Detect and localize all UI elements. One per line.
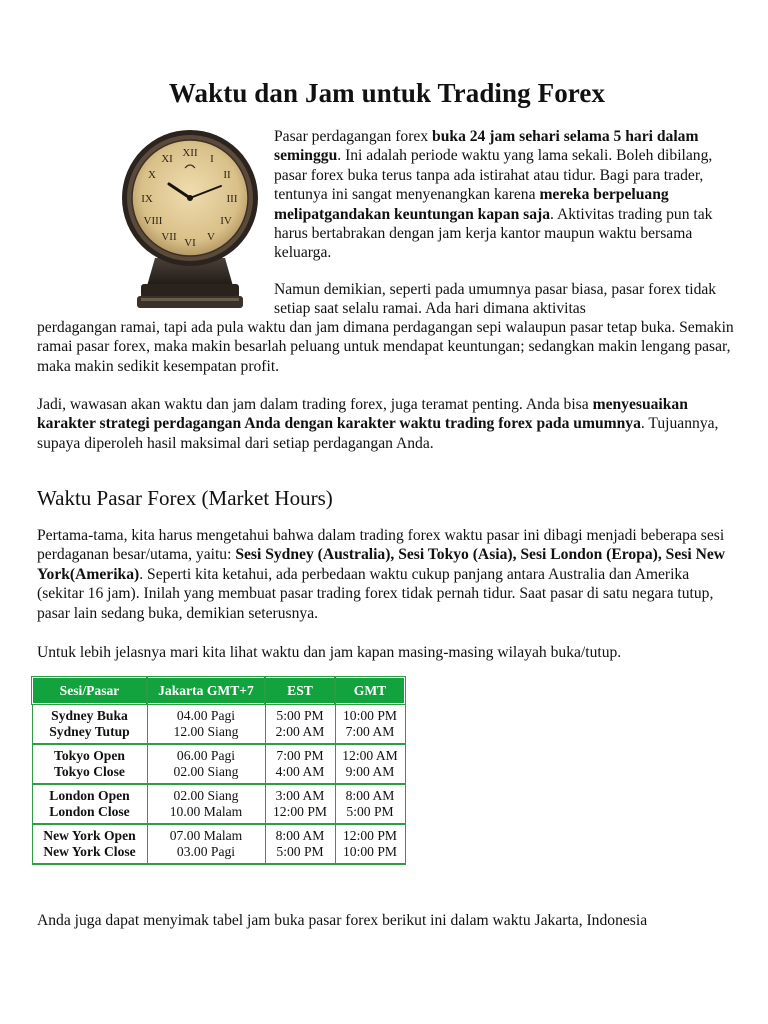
cell-gmt [335,824,405,864]
paragraph-2-bottom: perdagangan ramai, tapi ada pula waktu dan jam dimana perdagangan sepi walaupun pasar tetap buka. Semakin ramai pasar forex, maka makin besarlah peluang untuk mendapat keuntungan; sedangkan makin lengang pasar, maka makin sedikit kesempatan profit. [37,319,734,375]
cell-line: New York Close [43,844,136,859]
table-row [32,824,405,864]
paragraph-4 [37,526,737,623]
numeral: I [210,153,214,165]
intro-text: . Aktivitas trading pun tak harus bertabrakan dengan jam kerja kantor maupun waktu bersama keluarga. [274,205,713,262]
paragraph-text: Pertama-tama, kita harus mengetahui bahwa dalam trading forex waktu pasar ini dibagi menjadi beberapa sesi perdaganan besar/utama, yaitu: [37,527,725,564]
clock-image [119,128,261,312]
intro-bold: buka 24 jam sehari selama 5 hari dalam seminggu [274,128,699,165]
table-row [32,784,405,824]
cell-line: 02.00 Siang [173,764,239,779]
intro-text: . Ini adalah periode waktu yang lama sekali. Boleh dibilang, pasar forex buka terus tanpa ada istirahat atau tidur. Bagi para trader, tentunya ini sangat menyenangkan karena [274,147,713,204]
cell-line: London Open [49,788,130,803]
cell-line: 5:00 PM [276,844,324,859]
cell-line: 3:00 AM [275,788,325,803]
col-header-gmt: GMT [335,677,405,704]
cell-line: 10:00 PM [342,844,397,859]
cell-sesi [32,784,147,824]
paragraph-bold: menyesuaikan karakter strategi perdagangan Anda dengan karakter waktu trading forex pada umumnya [37,396,688,433]
numeral: IV [220,215,232,227]
cell-line: Sydney Tutup [49,724,130,739]
cell-line: 12:00 AM [342,748,398,763]
cell-line: 8:00 AM [345,788,395,803]
cell-line: Tokyo Close [54,764,125,779]
paragraph-6: Anda juga dapat menyimak tabel jam buka pasar forex berikut ini dalam waktu Jakarta, Indonesia [37,912,648,929]
cell-line: 12:00 PM [272,804,327,819]
cell-line: Sydney Buka [51,708,128,723]
numeral: V [207,231,215,243]
table-header-row [32,677,405,704]
cell-line: 5:00 PM [276,708,324,723]
cell-gmt [335,704,405,744]
cell-gmt [335,784,405,824]
cell-gmt [335,744,405,784]
cell-jakarta [147,744,265,784]
cell-line: Tokyo Open [54,748,125,763]
numeral: II [223,169,231,181]
cell-est [265,824,335,864]
numeral: XI [161,153,173,165]
cell-line: 10.00 Malam [169,804,243,819]
cell-line: 03.00 Pagi [176,844,236,859]
cell-line: New York Open [43,828,136,843]
cell-line: 5:00 PM [346,804,394,819]
intro-paragraph [274,127,736,263]
cell-est [265,744,335,784]
intro-bold: mereka berpeluang melipatgandakan keuntungan kapan saja [274,186,669,223]
numeral: XII [182,147,198,159]
cell-est [265,704,335,744]
intro-text: Pasar perdagangan forex [274,128,433,145]
paragraph-text: Jadi, wawasan akan waktu dan jam dalam trading forex, juga teramat penting. Anda bisa [37,396,593,413]
section-heading: Waktu Pasar Forex (Market Hours) [37,486,333,510]
numeral: III [226,193,238,205]
col-header-jakarta: Jakarta GMT+7 [147,677,265,704]
numeral: VII [161,231,177,243]
cell-sesi [32,744,147,784]
cell-jakarta [147,824,265,864]
numeral: VI [184,237,196,249]
cell-sesi [32,824,147,864]
numeral: IX [141,193,153,205]
cell-line: 07.00 Malam [169,828,243,843]
paragraph-text: . Tujuannya, supaya diperoleh hasil maksimal dari setiap perdagangan Anda. [37,415,719,452]
numeral: X [148,169,156,181]
table-row [32,704,405,744]
cell-line: 8:00 AM [275,828,325,843]
paragraph-text: . Seperti kita ketahui, ada perbedaan waktu cukup panjang antara Australia dan Amerika (sekitar 16 jam). Inilah yang membuat pasar trading forex tidak pernah tidur. Saat pasar di satu negara tutup, pasar lain sedang buka, demikian seterusnya. [37,565,714,622]
numeral: VIII [143,215,163,227]
paragraph-5: Untuk lebih jelasnya mari kita lihat waktu dan jam kapan masing-masing wilayah buka/tutup. [37,644,622,661]
cell-est [265,784,335,824]
cell-jakarta [147,784,265,824]
cell-line: 12:00 PM [342,828,397,843]
cell-line: 7:00 PM [276,748,324,763]
paragraph-3 [37,395,737,453]
cell-line: 7:00 AM [345,724,395,739]
col-header-sesi: Sesi/Pasar [32,677,147,704]
paragraph-bold: Sesi Sydney (Australia), Sesi Tokyo (Asia), Sesi London (Eropa), Sesi New York(Amerika) [37,546,726,583]
cell-line: 9:00 AM [345,764,395,779]
cell-line: 04.00 Pagi [176,708,236,723]
cell-line: 2:00 AM [275,724,325,739]
cell-line: 12.00 Siang [173,724,239,739]
cell-jakarta [147,704,265,744]
cell-line: 10:00 PM [342,708,397,723]
cell-sesi [32,704,147,744]
cell-line: 4:00 AM [275,764,325,779]
table-row [32,744,405,784]
cell-line: 06.00 Pagi [176,748,236,763]
page-title: Waktu dan Jam untuk Trading Forex [168,78,606,108]
cell-line: London Close [49,804,130,819]
paragraph-2-top: Namun demikian, seperti pada umumnya pasar biasa, pasar forex tidak setiap saat selalu ramai. Ada hari dimana aktivitas [274,281,717,318]
col-header-est: EST [265,677,335,704]
forex-session-table [31,676,406,865]
cell-line: 02.00 Siang [173,788,239,803]
